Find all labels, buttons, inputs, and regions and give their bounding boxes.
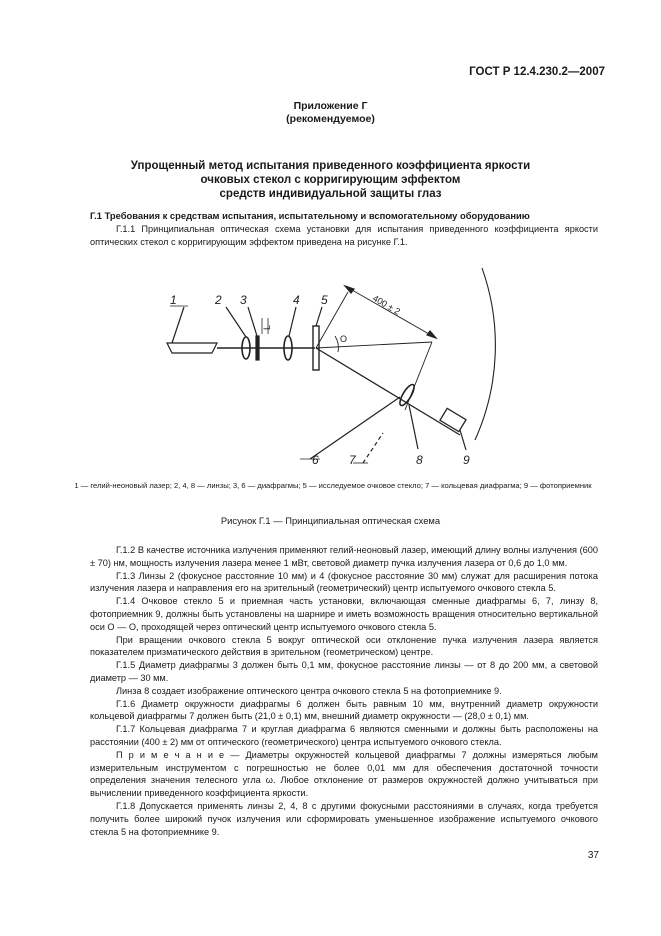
diaphragm-3 xyxy=(256,336,259,360)
main-title xyxy=(0,159,661,201)
rotation-arc xyxy=(475,268,495,440)
page-number: 37 xyxy=(587,850,599,861)
figure-label-5: 5 xyxy=(321,293,328,307)
main-title-line-2: очковых стекол с корригирующим эффектом xyxy=(200,174,461,186)
appendix-heading xyxy=(0,100,661,126)
paragraph-text: Г.1.1 Принципиальная оптическая схема установки для испытания приведенного коэффициента яркости оптических стекол с корригирующим эффектом приведена на рисунке Г.1. xyxy=(90,224,598,247)
leader-line-8 xyxy=(409,405,418,449)
paragraph-g13: Г.1.3 Линзы 2 (фокусное расстояние 10 мм) и 4 (фокусное расстояние 30 мм) служат для расширения потока излучения лазера и направления его на зрительный (геометрический) центр испытуемого очкового стекла 5. xyxy=(90,570,598,594)
main-title-line-1: Упрощенный метод испытания приведенного коэффициента яркости xyxy=(130,160,531,172)
laser-shape xyxy=(167,343,217,353)
dimension-400-label: 400 ± 2 xyxy=(371,293,402,317)
paragraph-g17: Г.1.7 Кольцевая диафрагма 7 и круглая диафрагма 6 являются сменными и должны быть расположены на расстоянии (400 ± 2) мм от оптического (геометрического) центра испытуемого очкового стекла. xyxy=(90,724,598,747)
leader-line-3 xyxy=(248,307,257,336)
leader-line-9 xyxy=(460,430,466,450)
paragraph-g12: Г.1.2 В качестве источника излучения применяют гелий-неоновый лазер, имеющий длину волны излучения (600 ± 70) нм, мощность излучения лазера менее 1 мВт, световой диаметр пучка излучения лазера от 0,6 до 1,0 мм. xyxy=(90,545,598,568)
leader-line-2 xyxy=(226,307,246,337)
leader-line-1 xyxy=(172,307,184,343)
figure-caption: Рисунок Г.1 — Принципиальная оптическая схема xyxy=(220,515,441,526)
figure-label-9: 9 xyxy=(463,453,470,467)
paragraph-g15: Г.1.5 Диаметр диафрагмы 3 должен быть 0,1 мм, фокусное расстояние линзы — от 8 до 200 мм, а световой диаметр — 30 мм. xyxy=(90,660,598,683)
paragraph-g16: Г.1.6 Диаметр окружности диафрагмы 6 должен быть равным 10 мм, внутренний диаметр окружности кольцевой диафрагмы 7 должен быть (21,0 ± 0,1) мм, внешний диаметр окружности — (28,0 ± 0,1) мм. xyxy=(90,698,598,722)
axis-o-label: O xyxy=(340,334,348,344)
leader-line-5 xyxy=(316,307,322,326)
figure-label-7: 7 xyxy=(349,453,356,467)
appendix-title: Приложение Г xyxy=(293,100,368,112)
leader-line-6 xyxy=(310,397,400,459)
document-header: ГОСТ Р 12.4.230.2—2007 xyxy=(469,66,605,78)
paragraph-g18: Г.1.8 Допускается применять линзы 2, 4, 8 с другими фокусными расстояниями в случаях, когда требуется получить более широкий пучок излучения или сформировать уменьшенное изображение испытуемого очкового стекла 5 на фотоприемнике 9. xyxy=(90,800,598,837)
figure-label-1: 1 xyxy=(170,293,177,307)
figure-label-3: 3 xyxy=(240,293,247,307)
main-title-line-3: средств индивидуальной защиты глаз xyxy=(219,188,442,200)
appendix-subtitle: (рекомендуемое) xyxy=(286,113,375,125)
leader-line-7 xyxy=(363,433,383,463)
figure-label-4: 4 xyxy=(293,293,300,307)
paragraph-rotation: При вращении очкового стекла 5 вокруг оптической оси отклонение пучка излучения лазера является показателем призматического действия в зрительном (геометрическом) центре. xyxy=(90,634,598,658)
receiver-arm xyxy=(316,348,460,435)
section-heading: Г.1 Требования к средствам испытания, испытательному и вспомогательному оборудованию xyxy=(90,210,530,221)
figure-label-8: 8 xyxy=(416,453,423,467)
paragraph-g11 xyxy=(90,223,598,249)
optical-scheme-figure xyxy=(150,250,530,475)
figure-label-2: 2 xyxy=(215,293,222,307)
paragraph-note: П р и м е ч а н и е — Диаметры окружностей кольцевой диафрагмы 7 должны измеряться любым измерительным инструментом с погрешностью не более 0,01 мм для обеспечения достаточной точности определения значения телесного угла ω. Любое отклонение от размеров окружностей должно учитываться при вычислении приведенного коэффициента яркости. xyxy=(90,749,598,799)
paragraph-lens-8: Линза 8 создает изображение оптического центра очкового стекла 5 на фотоприемнике 9. xyxy=(116,685,502,696)
photodetector-9 xyxy=(440,408,466,431)
figure-label-6: 6 xyxy=(312,453,319,467)
leader-line-4 xyxy=(289,307,296,336)
figure-legend: 1 — гелий-неоновый лазер; 2, 4, 8 — линзы; 3, 6 — диафрагмы; 5 — исследуемое очковое стекло; 7 — кольцевая диафрагма; 9 — фотоприемник xyxy=(74,481,592,490)
body-text xyxy=(90,544,598,838)
paragraph-g14: Г.1.4 Очковое стекло 5 и приемная часть установки, включающая сменные диафрагмы 6, 7, линзу 8, фотоприемник 9, должны быть установлены на шарнире и иметь возможность вращения относительно вертикальной оси О — О, проходящей через оптический центр испытуемого очкового стекла 5. xyxy=(90,596,598,632)
dimension-l-label: L xyxy=(262,324,272,330)
